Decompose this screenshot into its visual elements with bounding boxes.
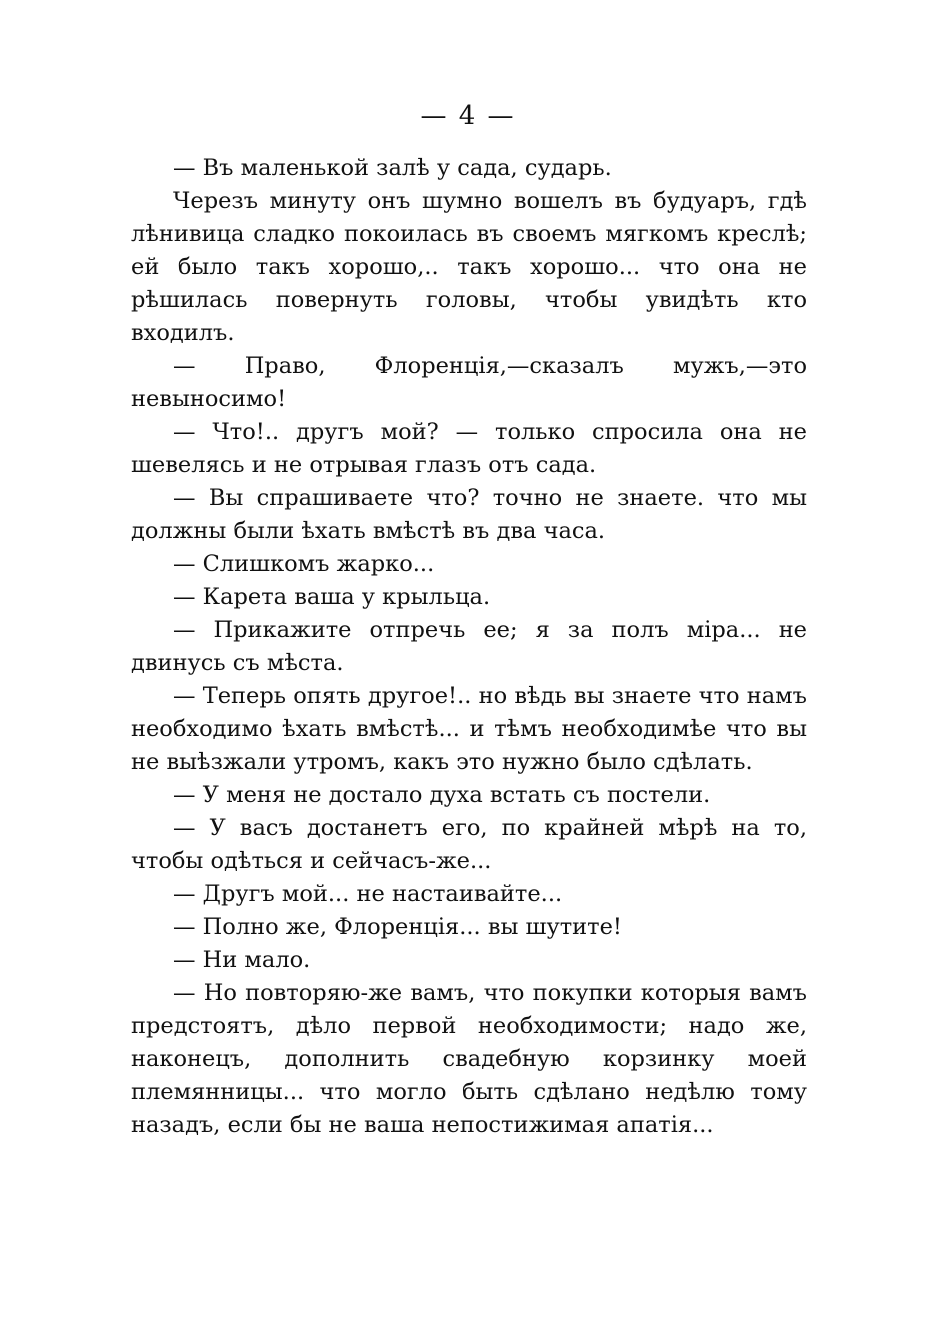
paragraph: — Ни мало. [173, 947, 311, 973]
page-number: — 4 — [420, 101, 516, 131]
paragraph: — Вы спрашиваете что? точно не знаете. что мы должны были ѣхать вмѣстѣ въ два часа. [131, 485, 807, 544]
paragraph: Черезъ минуту онъ шумно вошелъ въ будуаръ, гдѣ лѣнивица сладко покоилась въ своемъ мягкомъ креслѣ; ей было такъ хорошо,.. такъ хорошо... что она не рѣшилась повернуть головы, чтобы увидѣть кто входилъ. [131, 188, 807, 346]
page-text [131, 152, 807, 1142]
paragraph: — Теперь опять другое!.. но вѣдь вы знаете что намъ необходимо ѣхать вмѣстѣ... и тѣмъ необходимѣе что вы не выѣзжали утромъ, какъ это нужно было сдѣлать. [131, 683, 807, 775]
paragraph: — Карета ваша у крыльца. [173, 584, 491, 610]
paragraph: — Слишкомъ жарко... [173, 551, 435, 577]
paragraph: — Что!.. другъ мой? — только спросила она не шевелясь и не отрывая глазъ отъ сада. [131, 419, 807, 478]
paragraph: — Полно же, Флоренція... вы шутите! [173, 914, 622, 940]
paragraph: — Право, Флоренція,—сказалъ мужъ,—это невыносимо! [131, 353, 807, 412]
paragraph: — У васъ достанетъ его, по крайней мѣрѣ на то, чтобы одѣться и сейчасъ-же... [131, 815, 807, 874]
paragraph: — Но повторяю-же вамъ, что покупки которыя вамъ предстоятъ, дѣло первой необходимости; надо же, наконецъ, дополнить свадебную корзинку моей племянницы... что могло быть сдѣлано недѣлю тому назадъ, если бы не ваша непостижимая апатія... [131, 980, 807, 1138]
paragraph: — У меня не достало духа встать съ постели. [173, 782, 711, 808]
paragraph: — Другъ мой... не настаивайте... [173, 881, 563, 907]
paragraph: — Прикажите отпречь ее; я за полъ міра... не двинусь съ мѣста. [131, 617, 807, 676]
paragraph: — Въ маленькой залѣ у сада, сударь. [173, 155, 612, 181]
